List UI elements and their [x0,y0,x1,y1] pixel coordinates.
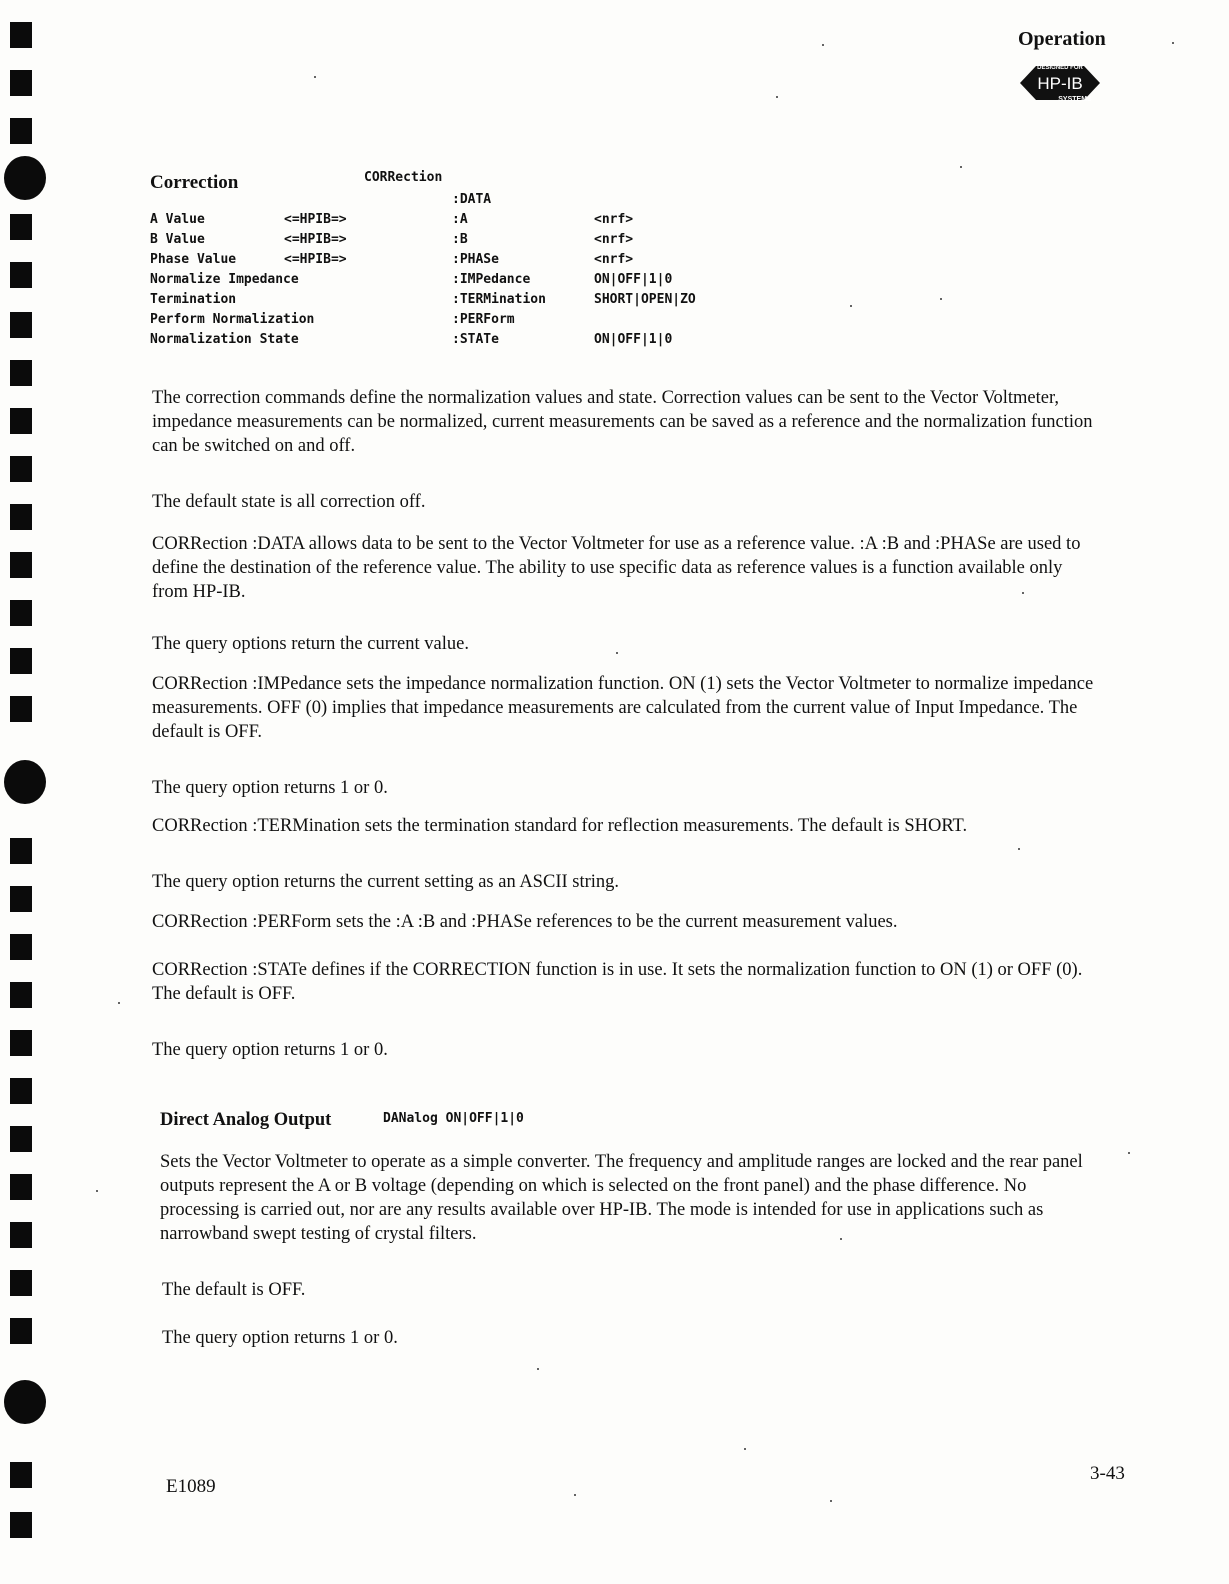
table-row: B Value <=HPIB=> :B <nrf> [150,232,634,247]
state-query-paragraph: The query option returns 1 or 0. [152,1040,388,1060]
page-number: 3-43 [1090,1463,1125,1484]
svg-text:HP-IB: HP-IB [1037,74,1083,93]
correction-query-paragraph: The query options return the current value. [152,634,469,654]
document-code: E1089 [166,1476,216,1497]
correction-default-paragraph: The default state is all correction off. [152,492,426,512]
table-row: Phase Value <=HPIB=> :PHASe <nrf> [150,252,634,267]
correction-state-paragraph: CORRection :STATe defines if the CORRECTION function is in use. It sets the normalization function to ON (1) or OFF (0). The default is OFF. [152,960,1083,1004]
table-row: Perform Normalization :PERForm [150,312,515,327]
direct-analog-title: Direct Analog Output [160,1110,332,1130]
table-row: Normalize Impedance :IMPedance ON|OFF|1|0 [150,272,673,287]
hp-ib-systems-logo [1020,58,1100,108]
correction-title: Correction [150,172,239,193]
svg-text:DESIGNED FOR: DESIGNED FOR [1037,65,1083,71]
table-row: A Value <=HPIB=> :A <nrf> [150,212,634,227]
binding-holes [0,0,40,1584]
correction-termination-paragraph: CORRection :TERMination sets the termination standard for reflection measurements. The default is SHORT. [152,816,968,836]
danalog-description-paragraph: Sets the Vector Voltmeter to operate as a simple converter. The frequency and amplitude ranges are locked and the rear panel outputs represent the A or B voltage (depending on which is selected on the front panel) and the phase difference. No processing is carried out, nor are any results available over HP-IB. The mode is intended for use in applications such as narrowband swept testing of crystal filters. [160,1152,1083,1244]
danalog-default-paragraph: The default is OFF. [162,1280,306,1300]
correction-root-command: CORRection [364,170,443,185]
correction-impedance-paragraph: CORRection :IMPedance sets the impedance normalization function. ON (1) sets the Vector Voltmeter to normalize impedance measurements. OFF (0) implies that impedance measurements are calculated from the current value of Input Impedance. The default is OFF. [152,674,1094,742]
impedance-query-paragraph: The query option returns 1 or 0. [152,778,388,798]
section-header-label: Operation [1018,28,1106,50]
correction-intro-paragraph: The correction commands define the normalization values and state. Correction values can be sent to the Vector Voltmeter, impedance measurements can be normalized, current measurements can be saved as a reference and the normalization function can be switched on and off. [152,388,1093,456]
svg-text:SYSTEMS: SYSTEMS [1058,96,1092,103]
termination-query-paragraph: The query option returns the current setting as an ASCII string. [152,872,620,892]
table-row: Normalization State :STATe ON|OFF|1|0 [150,332,673,347]
danalog-command: DANalog ON|OFF|1|0 [383,1111,524,1126]
correction-perform-paragraph: CORRection :PERForm sets the :A :B and :PHASe references to be the current measurement values. [152,912,898,932]
table-row: Termination :TERMination SHORT|OPEN|ZO [150,292,696,307]
danalog-query-paragraph: The query option returns 1 or 0. [162,1328,398,1348]
table-row: :DATA [452,192,492,207]
correction-data-paragraph: CORRection :DATA allows data to be sent to the Vector Voltmeter for use as a reference value. :A :B and :PHASe are used to define the destination of the reference value. The ability to use specific data as reference values is a function available only from HP-IB. [152,534,1081,602]
correction-command-table [150,192,696,352]
